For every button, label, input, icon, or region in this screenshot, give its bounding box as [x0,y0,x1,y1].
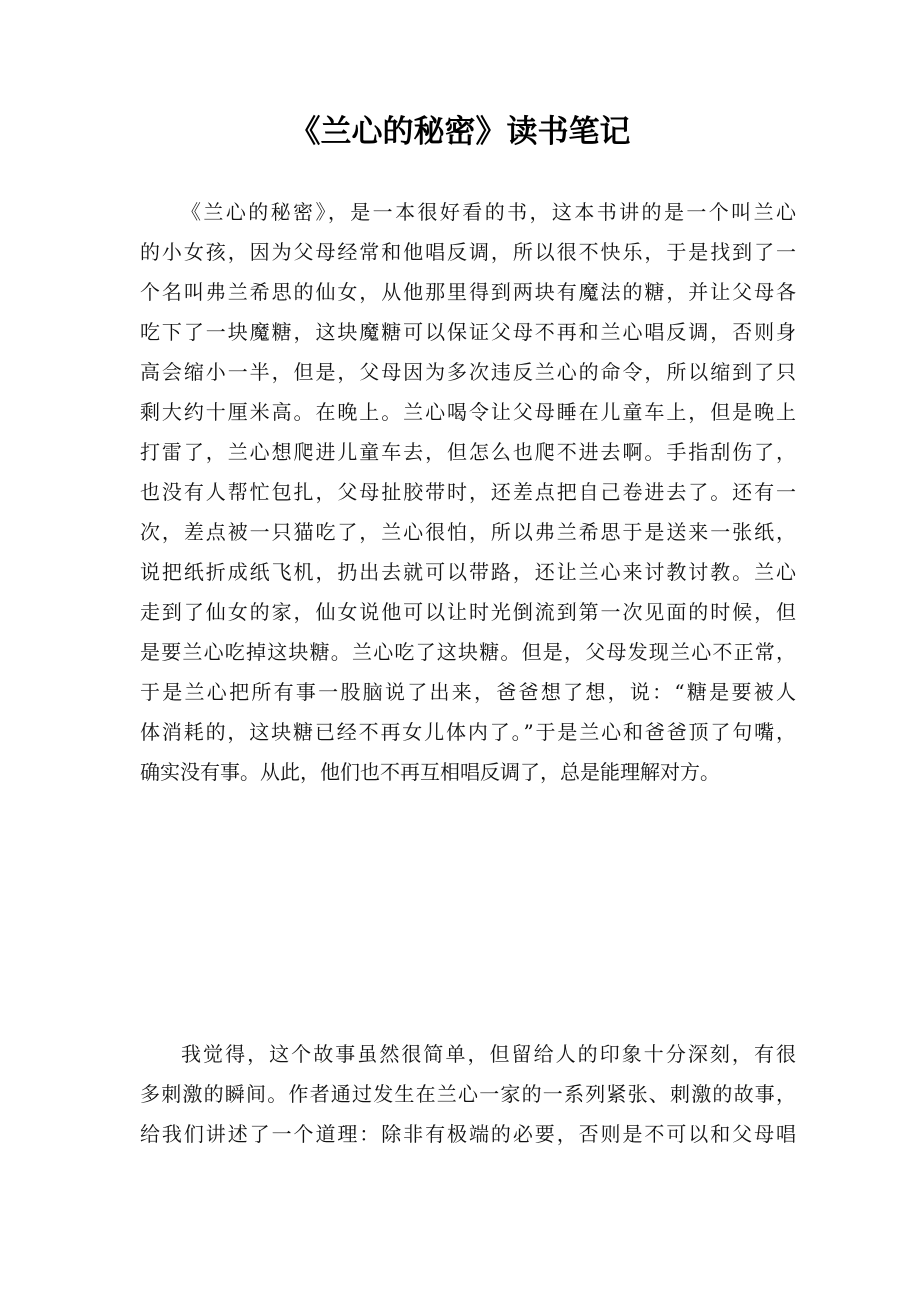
text-line: 高会缩小一半，但是，父母因为多次违反兰心的命令，所以缩到了只 [140,360,796,384]
text-line: 体消耗的，这块糖已经不再女儿体内了。”于是兰心和爸爸顶了句嘴， [140,720,796,744]
text-line: 打雷了，兰心想爬进儿童车去，但怎么也爬不进去啊。手指刮伤了， [140,440,796,464]
text-line: 确实没有事。从此，他们也不再互相唱反调了，总是能理解对方。 [140,760,720,784]
text-line: 走到了仙女的家，仙女说他可以让时光倒流到第一次见面的时候，但 [140,600,796,624]
text-line: 个名叫弗兰希思的仙女，从他那里得到两块有魔法的糖，并让父母各 [140,280,796,304]
text-line: 我觉得，这个故事虽然很简单，但留给人的印象十分深刻，有很 [181,1042,796,1066]
text-line: 给我们讲述了一个道理：除非有极端的必要，否则是不可以和父母唱 [140,1122,796,1146]
text-line: 说把纸折成纸飞机，扔出去就可以带路，还让兰心来讨教讨教。兰心 [140,560,796,584]
text-line: 是要兰心吃掉这块糖。兰心吃了这块糖。但是，父母发现兰心不正常， [140,640,796,664]
text-line: 也没有人帮忙包扎，父母扯胶带时，还差点把自己卷进去了。还有一 [140,480,796,504]
text-line: 《兰心的秘密》，是一本很好看的书，这本书讲的是一个叫兰心 [181,200,796,224]
paragraph-1 [140,192,796,792]
text-line: 的小女孩，因为父母经常和他唱反调，所以很不快乐，于是找到了一 [140,240,796,264]
text-line: 剩大约十厘米高。在晚上。兰心喝令让父母睡在儿童车上，但是晚上 [140,400,796,424]
paragraph-2 [140,1034,796,1154]
text-line: 次，差点被一只猫吃了，兰心很怕，所以弗兰希思于是送来一张纸， [140,520,796,544]
text-line: 多刺激的瞬间。作者通过发生在兰心一家的一系列紧张、刺激的故事， [140,1082,796,1106]
text-line: 吃下了一块魔糖，这块魔糖可以保证父母不再和兰心唱反调，否则身 [140,320,796,344]
page-title: 《兰心的秘密》读书笔记 [289,114,631,150]
text-line: 于是兰心把所有事一股脑说了出来，爸爸想了想，说：“糖是要被人 [140,680,796,704]
